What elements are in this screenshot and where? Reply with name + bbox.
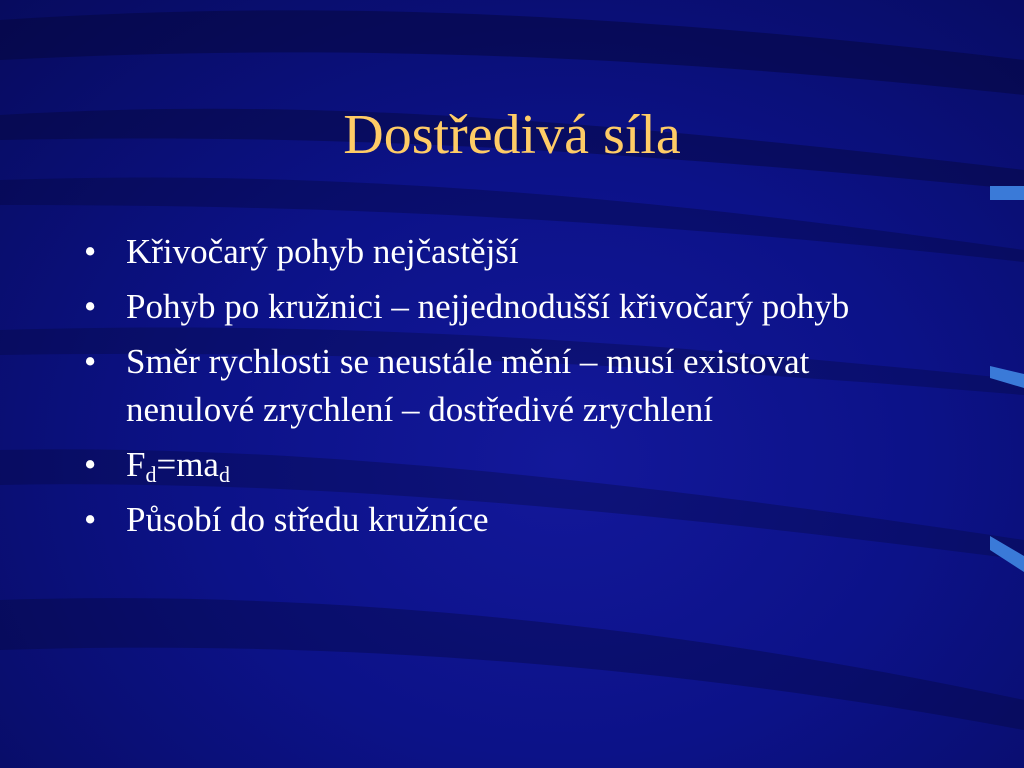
formula-force-symbol: F [126,445,146,484]
background-band [0,10,1024,95]
formula-subscript: d [218,462,230,487]
bullet-item [84,228,944,276]
bullet-icon: • [84,342,97,381]
formula-subscript: d [145,462,157,487]
formula [126,445,230,487]
accent-stripe [990,186,1024,200]
slide-title: Dostředivá síla [343,104,681,166]
formula-equals: =ma [156,445,219,484]
background-band [0,598,1024,730]
bullet-item [84,283,944,331]
bullet-item-formula [84,441,944,489]
bullet-item [84,496,944,544]
bullet-item [84,338,944,434]
bullet-text: Křivočarý pohyb nejčastější [126,232,519,271]
bullet-text: Směr rychlosti se neustále mění – musí existovat nenulové zrychlení – dostředivé zrychlení [126,342,810,429]
bullet-icon: • [84,445,97,484]
bullet-text: Pohyb po kružnici – nejjednodušší křivočarý pohyb [126,287,850,326]
bullet-list [84,228,944,551]
bullet-text: Působí do středu kružníce [126,500,489,539]
bullet-icon: • [84,287,97,326]
bullet-icon: • [84,232,97,271]
bullet-icon: • [84,500,97,539]
